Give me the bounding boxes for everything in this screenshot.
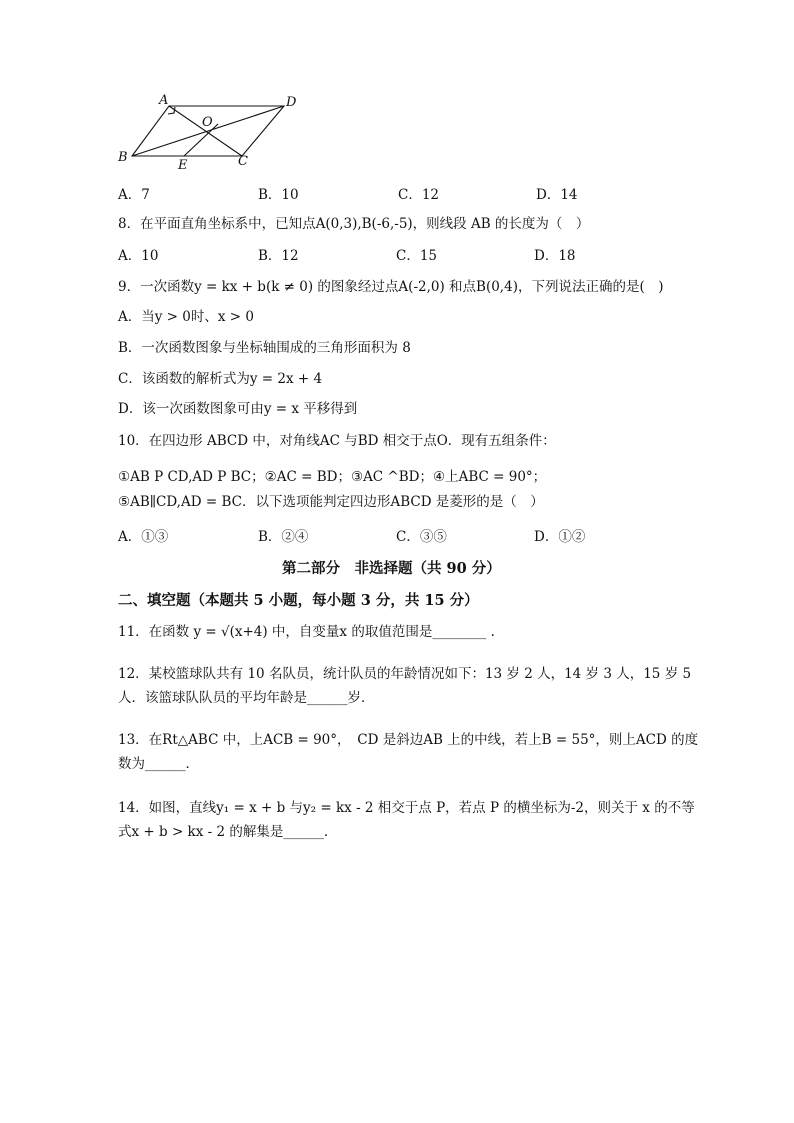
q7-option-a: A．7 bbox=[118, 187, 150, 203]
q10-option-c: C．③⑤ bbox=[396, 529, 447, 545]
q14-text bbox=[118, 796, 695, 844]
q8-option-d: D．18 bbox=[534, 248, 576, 264]
q8-option-c: C．15 bbox=[396, 248, 438, 264]
q9-choice-d: D．该一次函数图象可由y = x 平移得到 bbox=[118, 401, 358, 417]
q13-line1: 13．在Rt△ABC 中，上ACB = 90°， CD 是斜边AB 上的中线，若上B = 55°，则上ACD 的度 bbox=[118, 732, 699, 748]
q9-choice-a: A．当y > 0时、x > 0 bbox=[118, 309, 254, 325]
q8-stem: 8．在平面直角坐标系中，已知点A(0,3),B(-6,-5)，则线段 AB 的长度为（ ） bbox=[118, 216, 590, 232]
q7-options bbox=[118, 183, 718, 203]
q8-options bbox=[118, 244, 718, 264]
q12-text bbox=[118, 662, 692, 710]
q7-option-d: D．14 bbox=[536, 187, 578, 203]
parallelogram-figure bbox=[112, 88, 302, 174]
q10-conditions-line2: ⑤AB∥CD,AD = BC．以下选项能判定四边形ABCD 是菱形的是（ ） bbox=[118, 494, 544, 510]
q8-option-b: B．12 bbox=[258, 248, 299, 264]
q10-option-b: B．②④ bbox=[258, 529, 309, 545]
label-e: E bbox=[178, 158, 188, 173]
section2-title: 二、填空题（本题共 5 小题，每小题 3 分，共 15 分） bbox=[118, 592, 479, 609]
q10-stem: 10．在四边形 ABCD 中，对角线AC 与BD 相交于点O．现有五组条件： bbox=[118, 433, 556, 449]
diagonal-bd bbox=[132, 106, 284, 156]
q11-text: 11．在函数 y = √(x+4) 中，自变量x 的取值范围是________ . bbox=[118, 624, 495, 640]
label-a: A bbox=[159, 93, 169, 108]
q10-option-a: A．①③ bbox=[118, 529, 169, 545]
q12-line2: 人．该篮球队队员的平均年龄是______岁． bbox=[118, 690, 375, 706]
q10-option-d: D．①② bbox=[534, 529, 586, 545]
q12-line1: 12．某校篮球队共有 10 名队员，统计队员的年龄情况如下：13 岁 2 人，14 岁 3 人，15 岁 5 bbox=[118, 666, 692, 682]
q8-option-a: A．10 bbox=[118, 248, 159, 264]
q14-line2: 式x + b > kx - 2 的解集是______． bbox=[118, 824, 338, 840]
q7-option-b: B．10 bbox=[258, 187, 299, 203]
q13-text bbox=[118, 728, 699, 776]
diagonal-ac bbox=[169, 106, 242, 156]
q9-choice-b: B．一次函数图象与坐标轴围成的三角形面积为 8 bbox=[118, 340, 411, 356]
label-o: O bbox=[202, 115, 213, 130]
label-c: C bbox=[238, 154, 248, 169]
q10-conditions-line1: ①AB P CD,AD P BC；②AC = BD；③AC ^BD；④上ABC = 90°； bbox=[118, 469, 547, 485]
q10-options bbox=[118, 525, 718, 545]
q9-choice-c: C．该函数的解析式为y = 2x + 4 bbox=[118, 371, 323, 387]
q7-option-c: C．12 bbox=[398, 187, 440, 203]
segment-eo bbox=[184, 124, 218, 156]
part2-title: 第二部分 非选择题（共 90 分） bbox=[282, 560, 501, 577]
label-d: D bbox=[286, 95, 297, 110]
label-b: B bbox=[118, 150, 128, 165]
q13-line2: 数为______． bbox=[118, 756, 199, 772]
q9-stem: 9．一次函数y = kx + b(k ≠ 0) 的图象经过点A(-2,0) 和点B(0,4)，下列说法正确的是( ) bbox=[118, 279, 664, 295]
q14-line1: 14．如图，直线y₁ = x + b 与y₂ = kx - 2 相交于点 P，若点 P 的横坐标为-2，则关于 x 的不等 bbox=[118, 800, 695, 816]
